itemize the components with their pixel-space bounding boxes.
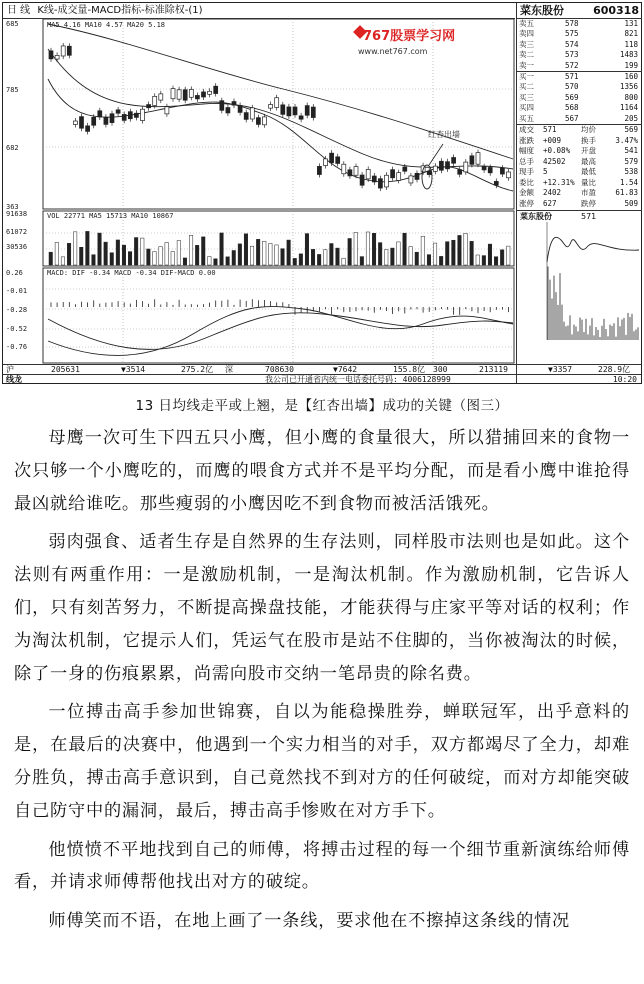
candle-body xyxy=(171,89,175,99)
volume-bar xyxy=(250,246,254,265)
macd-axis-label: -0.52 xyxy=(6,325,28,333)
indicator-title: K线-成交量-MACD指标-标准除权-(1) xyxy=(37,5,203,16)
volume-bar xyxy=(177,241,181,265)
candle-body xyxy=(110,114,114,123)
volume-bar xyxy=(147,249,151,265)
volume-bar xyxy=(171,252,175,265)
volume-bar xyxy=(433,243,437,265)
market-index-bar: 沪 205631 ▼3514 275.2亿 深 708630 ▼7642 155.8亿 300 213119 ▼3357 228.9亿 xyxy=(3,364,641,375)
candle-body xyxy=(342,164,346,174)
volume-bar xyxy=(446,242,450,265)
candle-body xyxy=(500,168,504,174)
volume-bar xyxy=(80,247,84,265)
ask-row: 卖一 572 199 xyxy=(519,60,638,70)
candle-body xyxy=(61,46,65,56)
candle-body xyxy=(104,117,108,124)
volume-bar xyxy=(476,255,480,265)
price-axis-label: 682 xyxy=(6,144,19,152)
candle-body xyxy=(311,107,315,117)
candle-body xyxy=(446,162,450,169)
intraday-title: 菜东股份 xyxy=(520,211,552,221)
candle-body xyxy=(403,167,407,171)
candle-body xyxy=(177,90,181,99)
volume-bar xyxy=(305,234,309,265)
volume-bar xyxy=(116,240,120,265)
volume-bar xyxy=(403,233,407,265)
volume-bar xyxy=(208,257,212,265)
stock-chart-screenshot xyxy=(2,2,642,384)
volume-bar xyxy=(73,232,77,265)
candle-body xyxy=(147,105,151,108)
candle-body xyxy=(208,91,212,94)
volume-axis-label: 30536 xyxy=(6,243,28,251)
candle-body xyxy=(80,117,84,129)
volume-bar xyxy=(458,235,462,265)
stock-code: 600318 xyxy=(593,4,639,17)
volume-bar xyxy=(214,259,218,265)
volume-bar xyxy=(415,252,419,265)
volume-bar xyxy=(67,243,71,265)
volume-bar xyxy=(122,245,126,265)
ask-row: 卖四 575 821 xyxy=(519,29,638,39)
candle-body xyxy=(464,162,468,172)
volume-bar xyxy=(165,243,169,265)
stats-row: 金额 2402 市盈 61.83 xyxy=(519,188,638,198)
candle-body xyxy=(165,107,169,114)
volume-bar xyxy=(153,252,157,265)
volume-bar xyxy=(189,235,193,265)
bid-row: 买二 570 1356 xyxy=(519,82,638,92)
candle-body xyxy=(67,46,71,55)
price-axis-label: 785 xyxy=(6,86,19,94)
volume-bar xyxy=(324,250,328,265)
macd-axis-label: -0.76 xyxy=(6,343,28,351)
candle-body xyxy=(439,161,443,170)
candle-body xyxy=(482,167,486,170)
candle-body xyxy=(378,179,382,188)
volume-bar xyxy=(342,258,346,265)
vol-legend: VOL 22771 MA5 15713 MA10 10867 xyxy=(47,212,174,220)
candle-body xyxy=(366,169,370,179)
volume-bar xyxy=(183,258,187,265)
candle-body xyxy=(427,171,431,174)
ask-row: 卖三 574 118 xyxy=(519,39,638,49)
stats-row: 委比 +12.31% 量比 1.54 xyxy=(519,177,638,187)
volume-bar xyxy=(49,252,53,265)
stats-row: 涨跌 +009 换手 3.47% xyxy=(519,135,638,145)
candle-body xyxy=(141,109,145,120)
ask-list xyxy=(517,19,642,71)
candle-body xyxy=(293,107,297,115)
paragraph: 弱肉强食、适者生存是自然界的生存法则，同样股市法则也是如此。这个法则有两重作用：一是激励机制，一是淘汰机制。作为激励机制，它告诉人们，只有刻苦努力，不断提高操盘技能，才能获得与庄家平等对话的权利；作为淘汰机制，它提示人们，凭运气在股市是站不住脚的，当你被淘汰的时候，除了一身的伤痕累累，尚需向股市交纳一笔昂贵的除名费。 xyxy=(14,532,630,684)
intraday-volume-bars xyxy=(548,266,638,339)
volume-bar xyxy=(269,243,273,265)
volume-bar xyxy=(244,234,248,265)
candle-body xyxy=(263,117,267,125)
candle-body xyxy=(256,118,260,125)
candle-body xyxy=(330,153,334,163)
candle-body xyxy=(372,176,376,182)
quote-panel xyxy=(516,3,642,383)
volume-bar xyxy=(354,232,358,265)
volume-bar xyxy=(336,248,340,265)
bid-row: 买三 569 800 xyxy=(519,92,638,102)
bid-list xyxy=(517,71,642,124)
candle-body xyxy=(269,104,273,108)
intraday-mini-chart xyxy=(517,222,641,342)
volume-bar xyxy=(86,231,90,265)
bid-row: 买一 571 160 xyxy=(519,71,638,81)
price-axis-label: 363 xyxy=(6,203,19,211)
volume-bar xyxy=(275,245,279,265)
quote-header xyxy=(517,3,642,19)
candle-body xyxy=(275,98,279,108)
candle-body xyxy=(433,166,437,171)
volume-bar xyxy=(92,255,96,265)
candle-body xyxy=(134,113,138,117)
volume-bar xyxy=(110,253,114,265)
volume-bar xyxy=(500,250,504,265)
volume-bar xyxy=(488,244,492,265)
volume-bar xyxy=(391,248,395,265)
stats-row: 总手 42502 最高 579 xyxy=(519,156,638,166)
candle-body xyxy=(73,121,77,124)
candle-body xyxy=(317,166,321,174)
volume-bar xyxy=(263,241,267,265)
candle-body xyxy=(86,126,90,132)
stats-row: 幅度 +0.08% 开盘 541 xyxy=(519,146,638,156)
candle-body xyxy=(336,157,340,164)
candle-body xyxy=(122,114,126,120)
watermark-brand: 767股票学习网 xyxy=(363,29,456,44)
candle-body xyxy=(183,90,187,100)
volume-bar xyxy=(293,258,297,265)
volume-bar xyxy=(104,242,108,265)
volume-bar xyxy=(98,233,102,265)
volume-bar xyxy=(378,243,382,265)
stats-list xyxy=(517,124,642,210)
volume-bar xyxy=(299,254,303,265)
volume-bar xyxy=(238,244,242,265)
candle-body xyxy=(226,108,230,113)
candle-body xyxy=(281,105,285,114)
volume-bar xyxy=(281,249,285,265)
volume-bar xyxy=(317,254,321,265)
stats-row: 涨停 627 跌停 509 xyxy=(519,199,638,209)
candle-body xyxy=(470,156,474,165)
bid-row: 买五 567 205 xyxy=(519,113,638,123)
stats-row: 成交 571 均价 569 xyxy=(519,124,638,134)
candle-body xyxy=(494,181,498,185)
macd-legend: MACD: DIF -0.34 MACD -0.34 DIF-MACD 0.00 xyxy=(47,269,216,277)
candle-body xyxy=(153,96,157,105)
candle-body xyxy=(385,175,389,187)
macd-axis-label: -0.01 xyxy=(6,287,28,295)
volume-bar xyxy=(385,250,389,265)
volume-bar xyxy=(452,240,456,265)
candle-body xyxy=(488,167,492,172)
paragraph: 他愤愤不平地找到自己的师傅，将搏击过程的每一个细节重新演练给师傅看，并请求师傅帮他找出对方的破绽。 xyxy=(14,839,630,893)
price-axis-label: 685 xyxy=(6,20,19,28)
candle-body xyxy=(159,94,163,100)
period-label: 日 线 xyxy=(7,5,31,16)
volume-bar xyxy=(348,238,352,265)
candle-body xyxy=(415,173,419,179)
candle-body xyxy=(128,112,132,119)
ask-row: 卖二 573 1483 xyxy=(519,50,638,60)
candle-body xyxy=(92,117,96,125)
paragraph: 师傅笑而不语，在地上画了一条线，要求他在不擦掉这条线的情况 xyxy=(48,911,571,932)
volume-bar xyxy=(55,242,59,265)
volume-bar xyxy=(494,257,498,265)
candle-body xyxy=(507,172,511,178)
volume-bar xyxy=(330,244,334,265)
volume-bar xyxy=(464,233,468,265)
candle-body xyxy=(354,167,358,176)
paragraph: 母鹰一次可生下四五只小鹰，但小鹰的食量很大，所以猎捕回来的食物一次只够一个小鹰吃的，而鹰的喂食方式并不是平均分配，而是看小鹰中谁抢得最凶就给谁吃。那些瘦弱的小鹰因吃不到食物而被活活饿死。 xyxy=(14,428,630,514)
volume-bar xyxy=(256,239,260,265)
volume-bar xyxy=(439,256,443,265)
macd-axis-label: -0.28 xyxy=(6,306,28,314)
candle-body xyxy=(189,89,193,97)
ma-legend: MA5 4.16 MA10 4.57 MA20 5.18 xyxy=(47,21,166,29)
volume-axis-label: 91638 xyxy=(6,210,28,218)
candle-body xyxy=(232,102,236,106)
volume-bars-group xyxy=(49,231,510,265)
intraday-price: 571 xyxy=(581,211,597,221)
volume-bar xyxy=(134,238,138,265)
volume-bar xyxy=(61,257,64,265)
volume-bar xyxy=(470,241,474,265)
watermark-url: www.net767.com xyxy=(358,47,428,56)
volume-bar xyxy=(195,245,199,265)
volume-bar xyxy=(220,233,224,265)
volume-axis-label: 61072 xyxy=(6,228,28,236)
stats-row: 现手 5 最低 538 xyxy=(519,167,638,177)
volume-bar xyxy=(360,257,364,265)
macd-axis-label: 0.26 xyxy=(6,269,23,277)
candle-body xyxy=(458,170,462,175)
article-body xyxy=(0,422,644,938)
chart-title-bar xyxy=(3,3,515,19)
volume-bar xyxy=(372,233,376,265)
ask-row: 卖五 578 131 xyxy=(519,19,638,28)
volume-bar xyxy=(287,240,291,265)
candle-body xyxy=(55,55,59,59)
candlestick-chart xyxy=(3,19,515,365)
candle-body xyxy=(214,86,218,93)
stock-name: 菜东股份 xyxy=(520,4,564,17)
figure-caption: 13 日均线走平或上翘，是【红杏出墙】成功的关键（图三） xyxy=(135,398,509,414)
candle-body xyxy=(409,176,413,183)
volume-bar xyxy=(507,246,511,265)
bid-row: 买四 568 1164 xyxy=(519,103,638,113)
volume-bar xyxy=(397,242,401,265)
candle-body xyxy=(238,105,242,112)
candle-body xyxy=(391,170,395,178)
candle-body xyxy=(324,159,328,166)
candle-body xyxy=(250,108,254,119)
volume-bar xyxy=(202,237,206,265)
volume-bar xyxy=(366,232,370,265)
candle-body xyxy=(116,110,120,113)
status-bar: 线龙 我公司已开通省内统一电话委托号码: 4006128999 10:20 xyxy=(3,374,641,385)
candle-body xyxy=(476,153,480,165)
candle-body xyxy=(348,170,352,176)
volume-bar xyxy=(159,247,163,265)
volume-bar xyxy=(232,250,236,265)
candle-body xyxy=(49,51,53,59)
volume-bar xyxy=(128,252,132,265)
candle-body xyxy=(98,111,102,117)
volume-bar xyxy=(427,255,431,265)
intraday-header xyxy=(517,210,642,222)
candle-body xyxy=(195,95,199,98)
volume-bar xyxy=(226,257,230,265)
candle-body xyxy=(244,113,248,120)
candle-body xyxy=(397,173,401,181)
volume-bar xyxy=(311,249,315,265)
candle-body xyxy=(299,116,303,119)
paragraph: 一位搏击高手参加世锦赛，自以为能稳操胜券，蝉联冠军，出乎意料的是，在最后的决赛中，他遇到一个实力相当的对手，双方都竭尽了全力，却难分胜负，搏击高手意识到，自己竟然找不到对方的任何破绽，而对方却能突破自己防守中的漏洞，最后，搏击高手惨败在对方手下。 xyxy=(14,702,630,821)
candle-body xyxy=(202,92,206,97)
candle-body xyxy=(220,101,224,111)
volume-bar xyxy=(141,238,145,265)
candle-body xyxy=(360,175,364,185)
volume-bar xyxy=(482,256,486,265)
volume-bar xyxy=(421,236,425,265)
volume-bar xyxy=(409,247,413,265)
candle-body xyxy=(305,106,309,116)
candle-body xyxy=(287,107,291,116)
annotation-label: 红杏出墙 xyxy=(428,130,460,139)
candle-body xyxy=(452,157,456,163)
